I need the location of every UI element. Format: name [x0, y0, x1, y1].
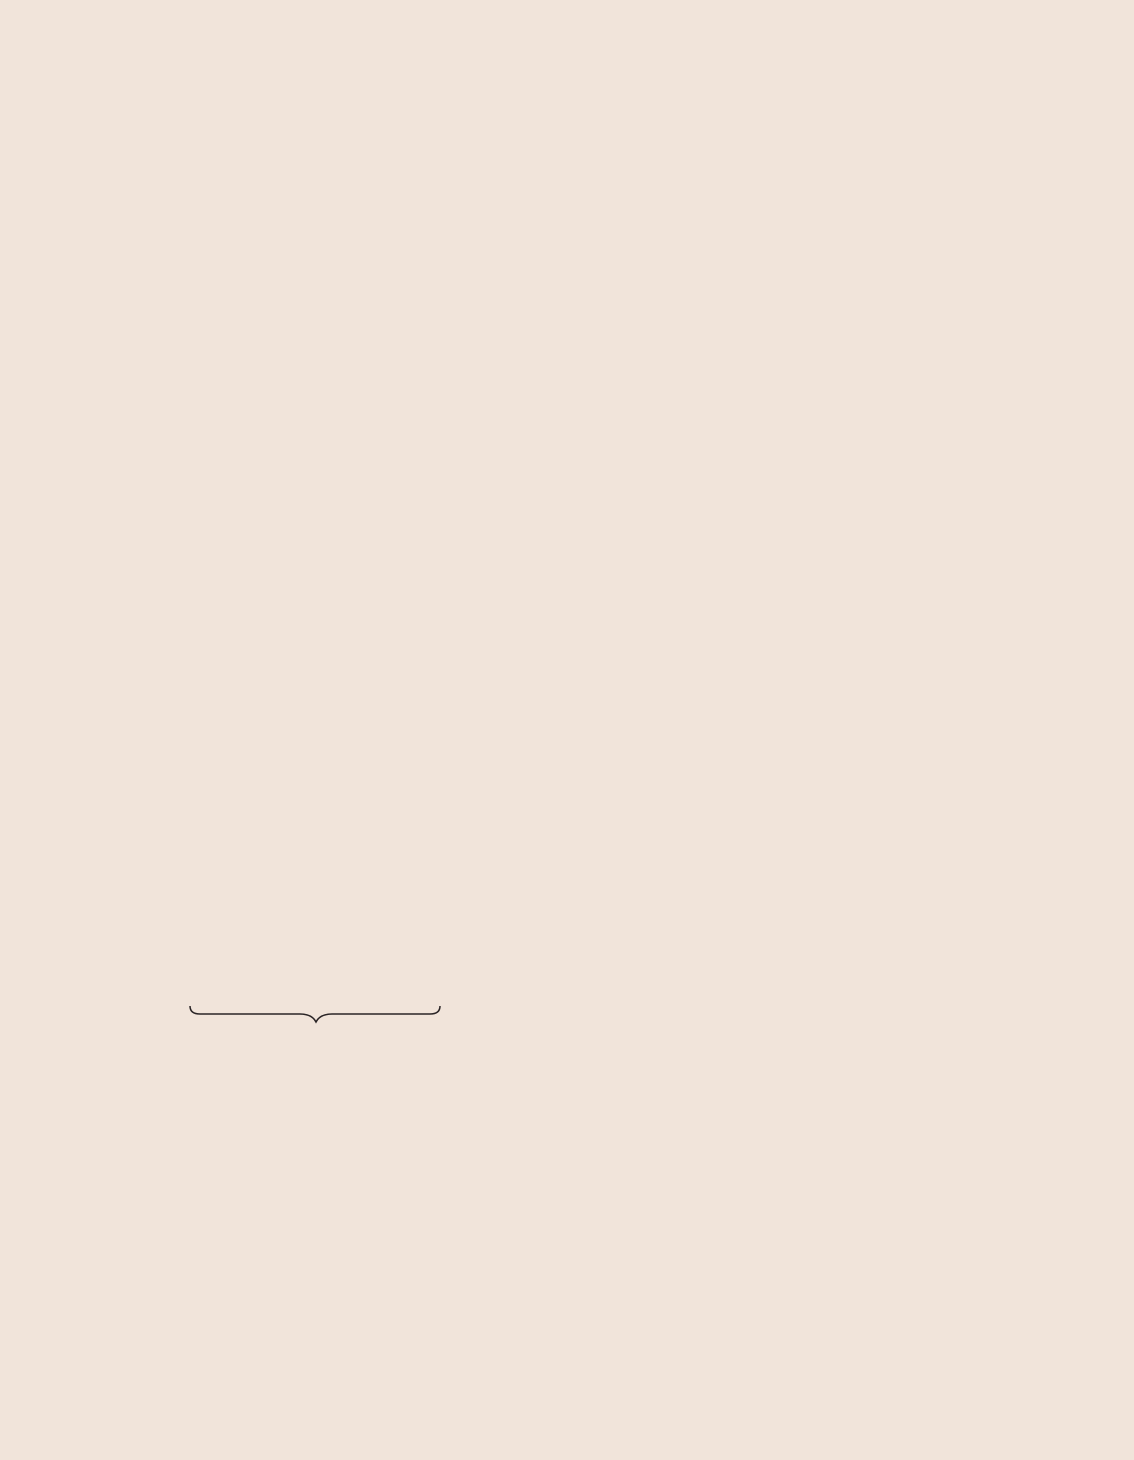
- repeat-brace: [190, 1006, 440, 1022]
- crochet-chart: [0, 0, 560, 1460]
